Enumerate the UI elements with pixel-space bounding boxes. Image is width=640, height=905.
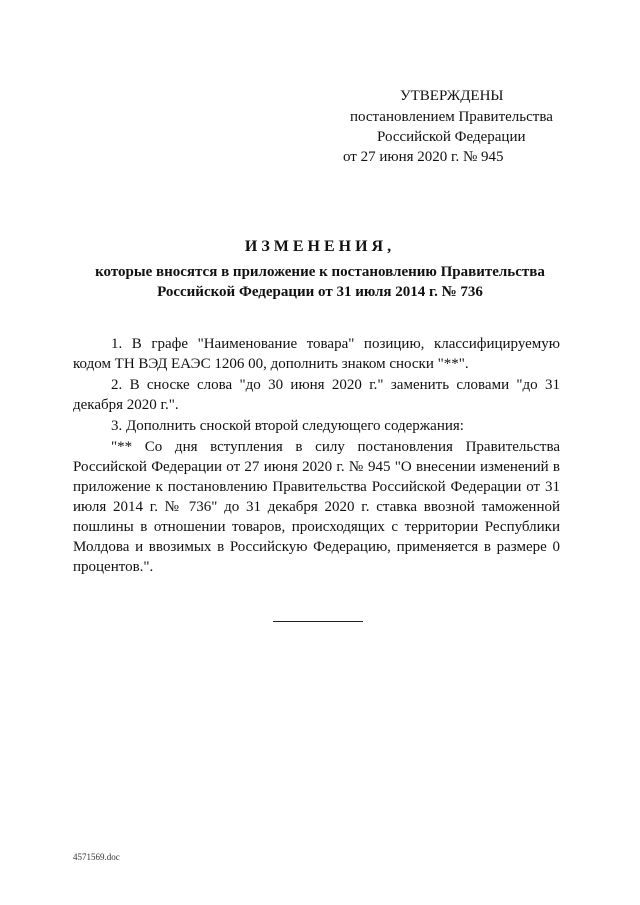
- approval-title: УТВЕРЖДЕНЫ: [400, 88, 504, 104]
- heading-title: ИЗМЕНЕНИЯ,: [244, 238, 396, 255]
- item-2: 2. В сноске слова "до 30 июня 2020 г." заменить словами "до 31 декабря 2020 г.".: [73, 377, 560, 413]
- approval-line-1: постановлением Правительства: [350, 109, 553, 125]
- end-divider: [273, 621, 363, 622]
- item-1: 1. В графе "Наименование товара" позицию, классифицируемую кодом ТН ВЭД ЕАЭС 1206 00, дополнить знаком сноски "**".: [73, 336, 560, 372]
- approval-line-3: от 27 июня 2020 г. № 945: [343, 149, 504, 165]
- item-3: 3. Дополнить сноской второй следующего содержания:: [111, 418, 464, 434]
- heading-subtitle-line-1: которые вносятся в приложение к постановлению Правительства: [95, 264, 545, 280]
- heading-subtitle-line-2: Российской Федерации от 31 июля 2014 г. № 736: [157, 284, 483, 300]
- file-name-footer: 4571569.doc: [73, 852, 120, 862]
- document-heading: [70, 236, 570, 302]
- approval-line-2: Российской Федерации: [377, 129, 526, 145]
- item-3-footnote-text: "** Со дня вступления в силу постановления Правительства Российской Федерации от 27 июня 2020 г. № 945 "О внесении изменений в приложение к постановлению Правительства Российской Федерации от 31 июля 2014 г. № 736" до 31 декабря 2020 г. ставка ввозной таможенной пошлины в отношении товаров, происходящих с территории Республики Молдова и ввозимых в Российскую Федерацию, применяется в размере 0 процентов.".: [73, 439, 560, 575]
- document-body: [73, 334, 560, 578]
